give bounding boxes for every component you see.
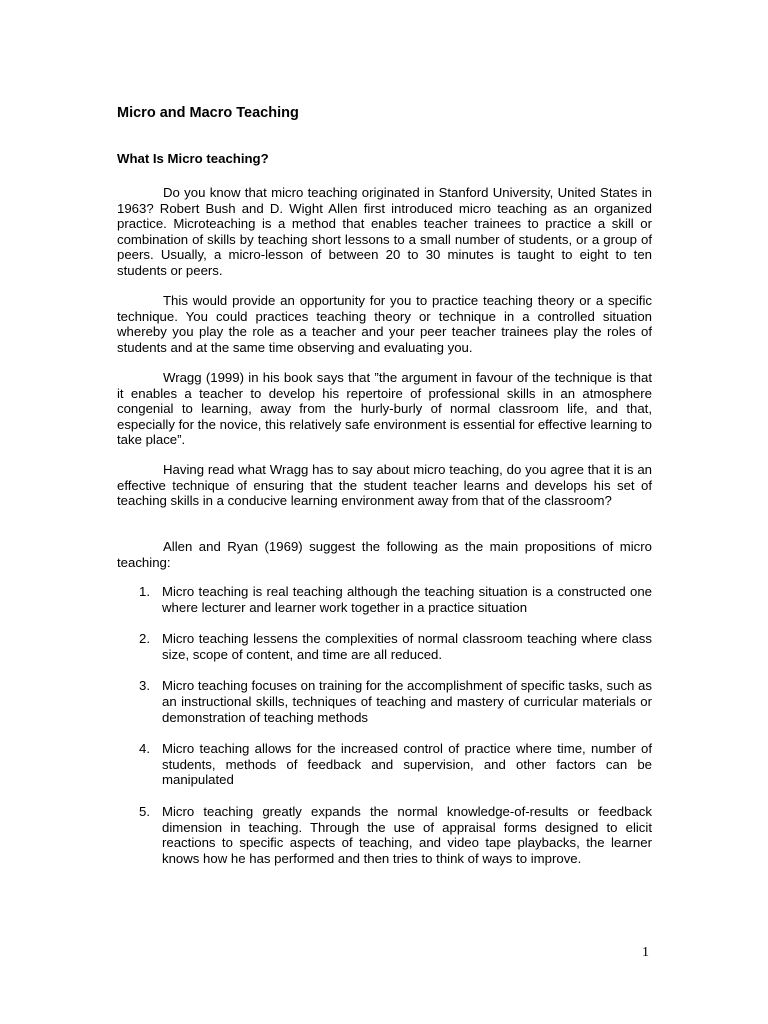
list-item	[117, 678, 652, 725]
list-item-number: 4.	[139, 741, 150, 757]
list-item	[117, 741, 652, 788]
list-item-text: Micro teaching allows for the increased control of practice where time, number of students, methods of feedback and supervision, and other factors can be manipulated	[162, 741, 652, 788]
section-heading: What Is Micro teaching?	[117, 151, 269, 166]
list-item-number: 2.	[139, 631, 150, 647]
paragraph-allen-ryan: Allen and Ryan (1969) suggest the following as the main propositions of micro teaching:	[117, 539, 652, 570]
list-item	[117, 631, 652, 662]
paragraph-opportunity: This would provide an opportunity for you to practice teaching theory or a specific technique. You could practices teaching theory or technique in a controlled situation whereby you play the role as a teacher and your peer teacher trainees play the roles of students and at the same time observing and evaluating you.	[117, 293, 652, 355]
paragraph-origin: Do you know that micro teaching originated in Stanford University, United States in 1963? Robert Bush and D. Wight Allen first introduced micro teaching as an organized practice. Microteaching is a method that enables teacher trainees to practice a skill or combination of skills by teaching short lessons to a small number of students, or a group of peers. Usually, a micro-lesson of between 20 to 30 minutes is taught to eight to ten students or peers.	[117, 185, 652, 278]
list-item-number: 3.	[139, 678, 150, 694]
list-item	[117, 804, 652, 866]
propositions-list	[117, 584, 652, 882]
list-item-number: 5.	[139, 803, 150, 819]
list-item-text: Micro teaching lessens the complexities of normal classroom teaching where class size, scope of content, and time are all reduced.	[162, 631, 652, 662]
paragraph-wragg-quote: Wragg (1999) in his book says that ”the argument in favour of the technique is that it enables a teacher to develop his repertoire of professional skills in an atmosphere congenial to learning, away from the hurly-burly of normal classroom life, and that, especially for the novice, this relatively safe environment is essential for effective learning to take place”.	[117, 370, 652, 448]
list-item-text: Micro teaching focuses on training for the accomplishment of specific tasks, such as an instructional skills, techniques of teaching and mastery of curricular materials or demonstration of teaching methods	[162, 678, 652, 725]
document-title: Micro and Macro Teaching	[117, 105, 299, 121]
list-item-text: Micro teaching greatly expands the normal knowledge-of-results or feedback dimension in teaching. Through the use of appraisal forms designed to elicit reactions to specific aspects of teaching, and video tape playbacks, the learner knows how he has performed and then tries to think of ways to improve.	[162, 803, 652, 866]
list-item	[117, 584, 652, 615]
page-number: 1	[642, 945, 649, 960]
paragraph-question: Having read what Wragg has to say about micro teaching, do you agree that it is an effective technique of ensuring that the student teacher learns and develops his set of teaching skills in a conducive learning environment away from that of the classroom?	[117, 462, 652, 509]
list-item-number: 1.	[139, 584, 150, 599]
list-item-text: Micro teaching is real teaching although the teaching situation is a constructed one where lecturer and learner work together in a practice situation	[162, 584, 652, 615]
